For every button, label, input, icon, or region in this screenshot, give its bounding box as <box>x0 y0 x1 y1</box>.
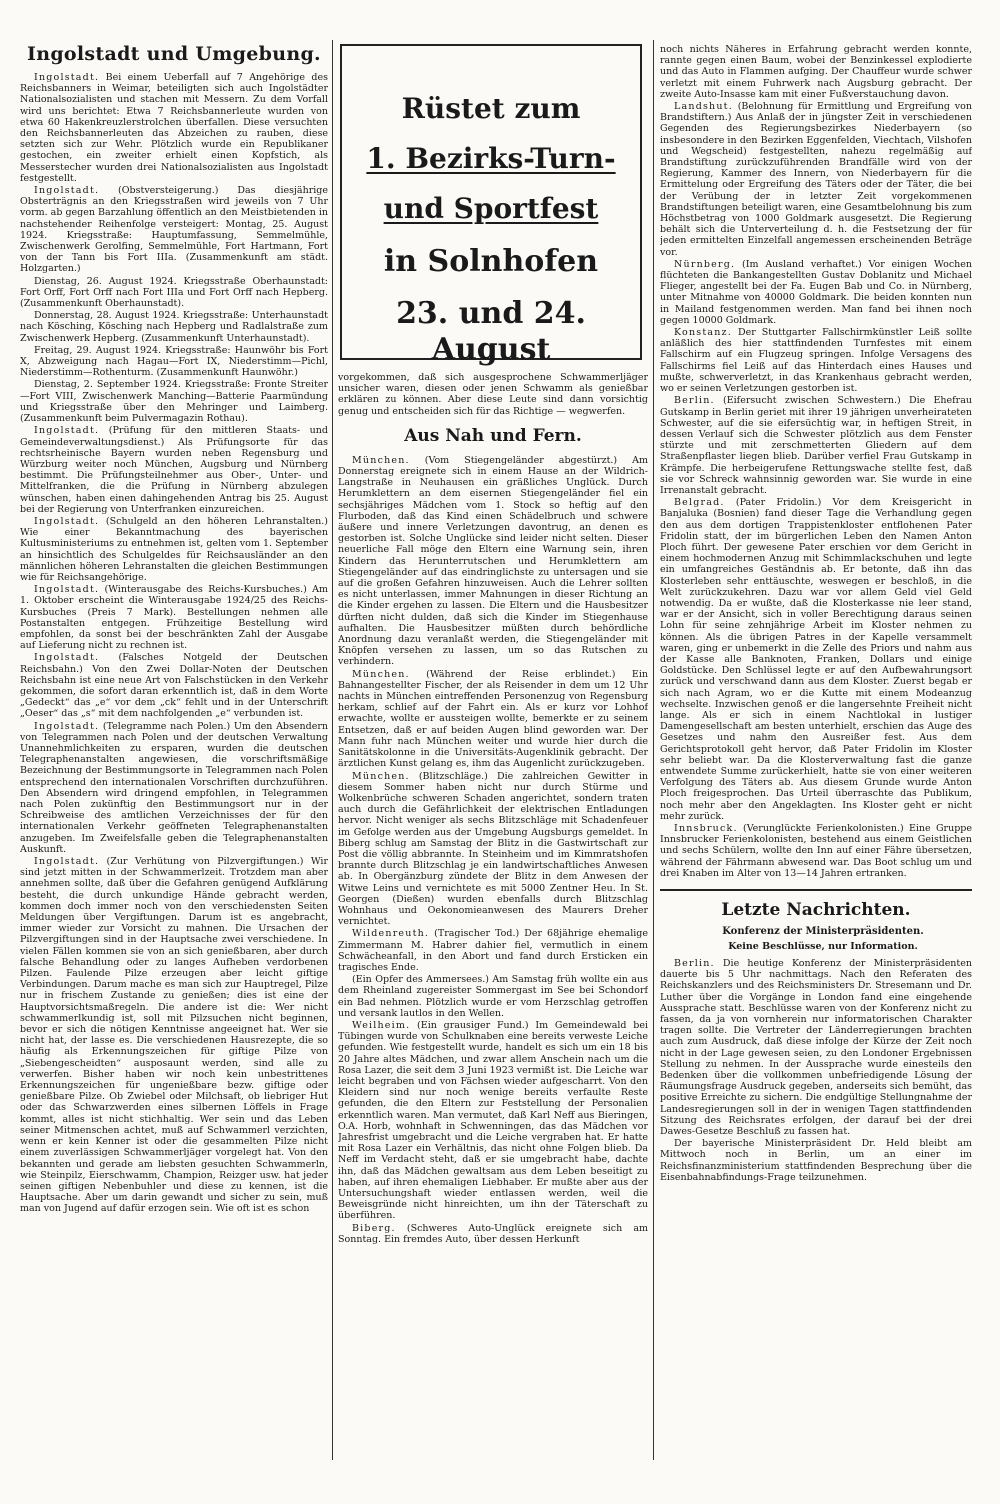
article-dateline: München. <box>352 454 410 466</box>
article-paragraph <box>660 395 972 496</box>
article-paragraph <box>660 327 972 394</box>
article-dateline: München. <box>352 770 410 782</box>
article-dateline: Biberg. <box>352 1222 396 1234</box>
article-text: Der Stuttgarter Fallschirmkünstler Leiß sollte anläßlich des hier stattfindenden Turnfestes mit einem Fallschirm auf ein Flugzeug springen. Infolge Versagens des Fallschirms fiel Leiß auf das Hinterdach eines Hauses und mußte, schwerverletzt, in das Krankenhaus gebracht werden, wo er seinen Verletzungen gestorben ist. <box>660 327 972 395</box>
column-rule-1 <box>332 40 333 1460</box>
article-text: (Im Ausland verhaftet.) Vor einigen Wochen flüchteten die Bankangestellten Gustav Doblanitz und Michael Flieger, angestellt bei der Fa. Eugen Bab und Co. in Nürnberg, unter Mitnahme von 40000 Goldmark. Die beiden konnten nun in Mailand festgenommen werden. Man fand bei ihnen noch gegen 10000 Goldmark. <box>660 258 972 326</box>
article-dateline: Ingolstadt. <box>34 515 100 527</box>
article-paragraph <box>20 721 328 855</box>
article-paragraph <box>338 1020 648 1222</box>
column-rule-2 <box>653 40 654 1460</box>
article-paragraph <box>20 276 328 310</box>
article-dateline: Belgrad. <box>674 497 725 509</box>
article-dateline: Ingolstadt. <box>34 856 100 868</box>
article-text: (Blitzschläge.) Die zahlreichen Gewitter in diesem Sommer haben nicht nur durch Stürme und Wolkenbrüche schweren Schaden angerichtet, sondern traten auch durch die Gefährlichkeit der elektrischen Entladungen hervor. Nicht weniger als sechs Blitzschläge mit Schadenfeuer im Gefolge werden aus der Umgebung Augsburgs gemeldet. In Biberg schlug am Samstag der Blitz in die Gastwirtschaft zur Post die völlig abbrannte. In Steinheim und im Kimmratshofen brannte durch Blitzschlag je ein landwirtschaftliches Anwesen ab. In Obergänzburg zündete der Blitz in dem Anwesen der Witwe Leins und vernichtete es mit 5000 Zentner Heu. In St. Georgen (Dießen) wurden ebenfalls durch Blitzschlag Wohnhaus und Oekonomieanwesen des Maurers Dreher vernichtet. <box>338 770 648 928</box>
article-text: (Schweres Auto-Unglück ereignete sich am Sonntag. Ein fremdes Auto, über dessen Herkunft <box>338 1222 648 1245</box>
article-dateline: Ingolstadt. <box>34 720 100 732</box>
article-text: (Prüfung für den mittleren Staats- und Gemeindeverwaltungsdienst.) Als Prüfungsorte für das rechtsrheinische Bayern wurden neben Regensburg und Würzburg weiter noch München, Augsburg und Nürnberg bestimmt. Die Prüfungsteilnehmer aus Ober-, Unter- und Mittelfranken, die die Prüfung in Nürnberg abzulegen wünschen, haben einen dahingehenden Antrag bis 25. August bei der Regierung von Unterfranken einzureichen. <box>20 425 328 515</box>
article-text: Dienstag, 2. September 1924. Kriegsstraße: Fronte Streiter—Fort VIII, Zwischenwerk Manching—Batterie Paarmündung und Kriegsstraße über den Mehringer und Laimberg. (Zusammenkunft beim Pulvermagazin Rothau). <box>20 379 328 425</box>
article-text: (Ein grausiger Fund.) Im Gemeindewald bei Tübingen wurde von Schulknaben eine bereits verweste Leiche gefunden. Wie festgestellt wurde, handelt es sich um ein 18 bis 20 Jahre altes Mädchen, und zwar allem Anschein nach um die Rosa Lazer, die seit dem 3 Juni 1923 vermißt ist. Die Leiche war leicht begraben und von Fächsen wieder aufgescharrt. Von den Kleidern sind nur noch wenige bereits verfaulte Reste gefunden, die den Eltern zur Feststellung der Personalien erkenntlich waren. Man vermutet, daß Karl Neff aus Bieringen, O.A. Horb, wohnhaft in Schwenningen, das das Mädchen vor Jahresfrist umgebracht und die Leiche vergraben hat. Er hatte mit Rosa Lazer ein Verhältnis, das nicht ohne Folgen blieb. Da Neff im Verdacht steht, daß er sie umgebracht habe, dachte ihn, daß das Mädchen gewaltsam aus dem Leben beseitigt zu haben, auf ihren ehemaligen Liebhaber. Er mußte aber aus der Untersuchungshaft wieder entlassen werden, weil die Beweisgründe nicht hinreichten, um ihn der Täterschaft zu überführen. <box>338 1019 648 1222</box>
col1-articles <box>20 72 328 1215</box>
article-dateline: Innsbruck. <box>674 823 738 835</box>
col3-articles <box>660 101 972 879</box>
article-paragraph <box>20 310 328 344</box>
section-divider <box>660 889 972 891</box>
article-text: (Winterausgabe des Reichs-Kursbuches.) Am 1. Oktober erscheint die Winterausgabe 1924/25 des Reichs-Kursbuches (Preis 7 Mark). Bestellungen nehmen alle Postanstalten entgegen. Frühzeitige Bestellung wird empfohlen, da sonst bei der beschränkten Zahl der Ausgabe auf Lieferung nicht zu rechnen ist. <box>20 584 328 652</box>
article-paragraph <box>660 259 972 326</box>
event-advertisement <box>340 44 642 367</box>
article-paragraph <box>660 497 972 822</box>
ad-line-1: Rüstet zum <box>401 92 581 125</box>
article-text: Freitag, 29. August 1924. Kriegsstraße: Haunwöhr bis Fort X, Abzweigung nach Hagau—Fort IX, Niederstimm—Pichl, Niederstimm—Rothenturm. (Zusammenkunft Haunwöhr.) <box>20 344 328 379</box>
article-paragraph <box>660 1138 972 1183</box>
column-middle <box>338 372 648 1454</box>
article-paragraph <box>338 669 648 770</box>
article-paragraph <box>20 652 328 719</box>
article-text: (Tragischer Tod.) Der 68jährige ehemalige Zimmermann M. Habrer dahier fiel, vermutlich in einem Schwächeanfall, in den Abort und fand durch Ersticken ein tragisches Ende. <box>338 928 648 973</box>
article-paragraph <box>20 584 328 651</box>
article-paragraph <box>20 425 328 515</box>
article-paragraph <box>660 101 972 258</box>
article-paragraph <box>20 516 328 583</box>
article-paragraph <box>660 958 972 1137</box>
article-paragraph <box>20 72 328 184</box>
article-text: (Belohnung für Ermittlung und Ergreifung von Brandstiftern.) Aus Anlaß der in jüngster Zeit in verschiedenen Gegenden des Regierungsbezirkes Niederbayern (so insbesondere in den Bezirken Eggenfelden, Viechtach, Vilshofen und Wegscheid) festgestellten, nahezu regelmäßig auf Brandstiftung zurückzuführenden Brandfälle wird von der Regierung, Kammer des Innern, von Niederbayern für die Ermittelung oder Ergreifung des Täters oder der Täter, die bei der Verübung der in letzter Zeit vorgekommenen Brandstiftungen beteiligt waren, eine Gesamtbelohnung bis zum Höchstbetrag von 1000 Goldmark ausgesetzt. Die Regierung behält sich die Unterverteilung d. h. die Festsetzung der für jeden ermittelten Einzelfall angemessen erscheinenden Beträge vor. <box>660 101 972 258</box>
article-dateline: Wildenreuth. <box>352 928 430 940</box>
article-text: Der bayerische Ministerpräsident Dr. Held bleibt am Mittwoch noch in Berlin, um an einer im Reichsfinanzministerium stattfindenden Besprechung über die Eisenbahnabfindungs-Frage teilzunehmen. <box>660 1138 972 1183</box>
ad-line-3 <box>342 192 640 226</box>
article-dateline: Konstanz. <box>674 327 732 339</box>
ad-line-2 <box>342 142 640 176</box>
article-dateline: Nürnberg. <box>674 258 736 270</box>
article-text: Die heutige Konferenz der Ministerpräsidenten dauerte bis 5 Uhr nachmittags. Nach den Referaten des Reichskanzlers und des Reichsministers Dr. Stresemann und Dr. Luther über die Vorgänge in London fand eine eingehende Aussprache statt. Beschlüsse waren von der Konferenz nicht zu fassen, da ja von vornherein nur informatorischen Charakter tragen sollte. Die Vertreter der Länderregierungen brachten auch zum Ausdruck, daß diese infolge der Kürze der Zeit noch nicht in der Lage gewesen seien, zu den Londoner Ergebnissen Stellung zu nehmen. In der Aussprache wurde einesteils den Bedenken über die vollkommen unbefriedigende Lösung der Räumungsfrage Ausdruck gegeben, anderseits sich bemüht, das positive Erreichte zu sichern. Die endgültige Stellungnahme der Landesregierungen soll in der in wenigen Tagen stattfindenden Sitzung des Reichsrates erfolgen, der darauf bei der drei Dawes-Gesetze Beschluß zu fassen hat. <box>660 958 972 1138</box>
article-paragraph <box>338 455 648 668</box>
col3-last-articles <box>660 958 972 1183</box>
article-text: (Obstversteigerung.) Das diesjährige Obsterträgnis an den Kriegsstraßen wird jeweils von 7 Uhr vorm. ab gegen Barzahlung öffentlich an den Meistbietenden in nachstehender Reihenfolge versteigert: Montag, 25. August 1924. Kriegsstraße: Hauptumfassung, Semmelmühle, Zwischenwerk Gerolfing, Semmelmühle, Fort Hartmann, Fort von der Tann bis Fort IIIa. (Zusammenkunft am städt. Holzgarten.) <box>20 185 328 275</box>
article-dateline: Landshut. <box>674 101 733 113</box>
article-dateline: Berlin. <box>674 958 715 970</box>
col2-intro: vorgekommen, daß sich ausgesprochene Schwammerljäger unsicher waren, diesen oder jenen Schwamm als genießbar erklären zu können. Aber diese Leute sind dann vorsichtig genug und entscheiden sich für das Richtige — wegwerfen. <box>338 372 648 417</box>
article-dateline: München. <box>352 668 410 680</box>
article-dateline: Ingolstadt. <box>34 185 100 197</box>
col3-intro: noch nichts Näheres in Erfahrung gebracht werden konnte, rannte gegen einen Baum, wobei der Benzinkessel explodierte und das Auto in Flammen aufging. Der Chauffeur wurde schwer verletzt mit einem Fuhrwerk nach Augsburg gebracht. Der zweite Auto-Insasse kam mit einer Fußverstauchung davon. <box>660 44 972 100</box>
column-left <box>20 44 328 1494</box>
section-title-nah-fern: Aus Nah und Fern. <box>404 425 582 446</box>
article-paragraph <box>338 928 648 973</box>
article-text: (Schulgeld an den höheren Lehranstalten.) Wie einer Bekanntmachung des bayerischen Kultusministeriums zu entnehmen ist, gelten vom 1. September an hinsichtlich des Schulgeldes für Reichsausländer an den männlichen höheren Lehranstalten die gleichen Bestimmungen wie für Reichsangehörige. <box>20 515 328 583</box>
article-paragraph <box>338 771 648 928</box>
ad-line-5: 23. und 24. August <box>396 296 586 367</box>
article-text: (Zur Verhütung von Pilzvergiftungen.) Wir sind jetzt mitten in der Schwammerlzeit. Trotzdem man aber annehmen sollte, daß über die Gefahren genügend Aufklärung besteht, die durch unkundige Hände gebracht werden, kommen doch immer noch von den verschiedensten Seiten Meldungen über Vergiftungen. Darum ist es angebracht, immer wieder zur Vorsicht zu mahnen. Die Ursachen der Pilzvergiftungen sind in der Hauptsache zwei verschiedene. In vielen Fällen kommen sie von an sich genießbaren, aber durch falsche Behandlung oder zu langes Aufheben verdorbenen Pilzen. Faulende Pilze erzeugen aber leicht giftige Verbindungen. Darum mache es man sich zur Hauptregel, Pilze nur in frischem Zustande zu genießen; dies ist eine der Hauptvorsichtsmaßregeln. Die andere ist die: Wer nicht schwammerlkundig ist, soll mit Pilzsuchen nicht beginnen, bevor er sich die nötigen Kenntnisse angeeignet hat. Wer sie nicht hat, der lasse es. Die verschiedenen Hausrezepte, die so häufig als Erkennungszeichen für giftige Pilze von „Siebengescheidten“ ausposaunt werden, sind alle zu verwerfen. Bisher haben wir noch kein unbestrittenes Erkennungszeichen für ungenießbare bezw. giftige oder genießbare Pilze. Ob Zwiebel oder Milchsaft, ob liebriger Hut oder das Schwarzwerden eines silbernen Löffels in Frage kommt, alles ist nicht stichhaltig. Wer sein und das Leben seiner Mitmenschen achtet, muß auf Schwammerl verzichten, wenn er kein Kenner ist oder die gesammelten Pilze nicht einem zuverlässigen Schwammerljäger vorgelegt hat. Von den bekannten und gerade am liebsten gesuchten Schwammerln, wie Steinpilz, Eierschwamm, Champion, Reizger usw. hat jeder seinen giftigen Nebenbuhler und diese zu kennen, ist die Hauptsache. Aber um darin gewandt und sicher zu sein, muß man von Jugend auf dafür erzogen sein. Wie oft ist es schon <box>20 856 328 1215</box>
ad-line-2-text: 1. Bezirks-Turn- <box>366 142 616 175</box>
article-dateline: Ingolstadt. <box>34 425 100 437</box>
article-text: (Während der Reise erblindet.) Ein Bahnangestellter Fischer, der als Reisender in dem um 12 Uhr nachts in München eintreffenden Personenzug von Regensburg herkam, schlief auf der Fahrt ein. Als er kurz vor Lohhof erwachte, wollte er aussteigen wollte, bemerkte er zu seinem Entsetzen, daß er auf beiden Augen blind geworden war. Der Mann fuhr nach München weiter und wurde hier durch die Sanitätskolonne in die Universitäts-Augenklinik gebracht. Der ärztlichen Kunst gelang es, ihm das Augenlicht zurückzugeben. <box>338 668 648 770</box>
article-paragraph <box>660 823 972 879</box>
article-paragraph <box>20 856 328 1215</box>
ad-line-3-text: und Sportfest <box>383 192 599 225</box>
article-text: (Telegramme nach Polen.) Um den Absendern von Telegrammen nach Polen und der deutschen Verwaltung Unannehmlichkeiten zu ersparen, wurden die deutschen Telegraphenanstalten angewiesen, die vorschriftsmäßige Bezeichnung der Bestimmungsorte in Telegrammen nach Polen entsprechend den internationalen Vorschriften durchzuführen. Den Absendern wird dringend empfohlen, in Telegrammen nach Polen zukünftig den Bestimmungsort nur in der Schreibweise des amtlichen Verzeichnisses der für den internationalen Verkehr geöffneten Telegraphenanstalten anzugeben. Im Zweifelsfalle geben die Telegraphenanstalten Auskunft. <box>20 720 328 855</box>
article-dateline: Berlin. <box>674 395 715 407</box>
article-text: Bei einem Ueberfall auf 7 Angehörige des Reichsbanners in Weimar, beteiligten sich auch Ingolstädter Nationalsozialisten und stachen mit Messern. Zu dem Vorfall wird uns berichtet: Etwa 7 Reichsbannerleute wurden von etwa 60 Hakenkreuzlerstrolchen überfallen. Diese versuchten den Reichsbannerleuten das Abzeichen zu rauben, diese setzten sich zur Wehr. Plötzlich wurde ein Republikaner gestochen, ein zweiter erhielt einen Kopfstich, als Messerstecher wurden drei Nationalsozialisten aus Ingolstadt festgestellt. <box>20 72 328 184</box>
article-text: (Eifersucht zwischen Schwestern.) Die Ehefrau Gutskamp in Berlin geriet mit ihrer 19 jährigen unverheirateten Schwester, auf die sie eifersüchtig war, in heftigen Streit, in dessen Verlauf sich die Schwester plötzlich aus dem Fenster stürzte und mit zerschmetterten Gliedern auf dem Straßenpflaster liegen blieb. Darüber verfiel Frau Gutskamp in Krämpfe. Die herbeigerufene Rettungswache stellte fest, daß sie vor Schreck wahnsinnig geworden war. Sie wurde in eine Irrenanstalt gebracht. <box>660 395 972 496</box>
col2-articles <box>338 455 648 1245</box>
article-dateline: Ingolstadt. <box>34 652 100 664</box>
article-text: (Ein Opfer des Ammersees.) Am Samstag früh wollte ein aus dem Rheinland zugereister Sommergast im See bei Schondorf ein Bad nehmen. Plötzlich wurde er vom Herzschlag getroffen und versank lautlos in den Wellen. <box>338 974 648 1019</box>
article-paragraph <box>20 185 328 275</box>
article-dateline: Weilheim. <box>352 1019 411 1031</box>
article-text: Dienstag, 26. August 1924. Kriegsstraße Oberhaunstadt: Fort Orff, Fort Orff nach Fort IIIa und Fort Orff nach Hepberg. (Zusammenkunft Oberhaunstadt). <box>20 275 328 310</box>
article-text: (Vom Stiegengeländer abgestürzt.) Am Donnerstag ereignete sich in einem Hause an der Wildrich-Langstraße in Neuhausen ein gräßliches Unglück. Durch Herumklettern an dem eisernen Stiegengeländer fiel ein sechsjähriges Mädchen vom 1. Stock so heftig auf den Flurboden, daß das Kind einen Schädelbruch und schwere äußere und innere Verletzungen davontrug, an denen es gestorben ist. Solche Unglücke sind leider nicht selten. Dieser neuerliche Fall möge den Eltern eine Warnung sein, ihren Kindern das Herunterrutschen und Herumklettern am Stiegengeländer auf das eindringlichste zu untersagen und sie auf die großen Gefahren hinzuweisen. Auch die Lehrer sollten es nicht unterlassen, immer Mahnungen in dieser Richtung an die Kinder ergehen zu lassen. Die Eltern und die Hausbesitzer dürften nicht dulden, daß sich die Kinder im Stiegenhause aufhalten. Die Hausbesitzer müßten durch behördliche Anordnung dazu veranlaßt werden, die Stiegengeländer mit Knöpfen versehen zu lassen, um so das Rutschen zu verhindern. <box>338 454 648 668</box>
subheading-keine-beschluesse: Keine Beschlüsse, nur Information. <box>728 941 918 953</box>
article-paragraph <box>338 974 648 1019</box>
ad-line-4: in Solnhofen <box>383 244 599 279</box>
article-text: (Verunglückte Ferienkolonisten.) Eine Gruppe Innsbrucker Ferienkolonisten, bestehend aus einem Geistlichen und sechs Schülern, wollte den Inn auf einer Fähre übersetzen, während der Fährmann abwesend war. Das Boot schlug um und drei Knaben im Alter von 13—14 Jahren ertranken. <box>660 823 972 879</box>
article-paragraph <box>20 345 328 379</box>
article-paragraph <box>20 379 328 424</box>
article-text: (Pater Fridolin.) Vor dem Kreisgericht in Banjaluka (Bosnien) fand dieser Tage die Verhandlung gegen den aus dem dortigen Trappistenkloster entflohenen Pater Fridolin statt, der im bürgerlichen Leben den Namen Anton Ploch führt. Der gewesene Pater erschien vor dem Gericht in einem hochmodernen Anzug mit Schimmlackschuhen und legte ein umfangreiches Geständnis ab. Er betonte, daß ihn das Klosterleben sehr enttäuschte, weswegen er beschloß, in die Welt zurückzukehren. Dazu war vor allem Geld viel Geld notwendig. Da er wußte, daß die Klosterkasse nie leer stand, war er der Ansicht, sich in voller Berechtigung daraus seinen Lohn für seine zehnjährige Arbeit im Kloster nehmen zu können. Als die übrigen Patres in der Kapelle versammelt waren, ging er unbemerkt in die Zelle des Priors und nahm aus der Kasse alle Banknoten, Franken, Dollars und einige Goldstücke. Den Schlüssel legte er auf den Aufbewahrungsort zurück und verschwand dann aus dem Kloster. Zuerst begab er sich nach Agram, wo er die Kutte mit einem Modeanzug wechselte. Inzwischen genoß er die langersehnte Freiheit nicht lange. Als er sich in einem Nachtlokal in lustiger Damengesellschaft am besten unterhielt, erschien das Auge des Gesetzes und nahm den Ausreißer fest. Aus dem Gerichtsprotokoll geht hervor, daß Pater Fridolin im Kloster sehr beliebt war. Da die Klosterverwaltung fast die ganze entwendete Summe zurückerhielt, hatte sie von einer weiteren Verfolgung des Täters ab. Aus diesem Grunde wurde Anton Ploch freigesprochen. Das Urteil überraschte das Publikum, noch mehr aber den Angeklagten. Ins Kloster geht er nicht mehr zurück. <box>660 497 972 822</box>
article-dateline: Ingolstadt. <box>34 584 100 596</box>
column-right <box>660 44 972 1454</box>
article-text: (Falsches Notgeld der Deutschen Reichsbahn.) Von den Zwei Dollar-Noten der Deutschen Reichsbahn ist eine neue Art von Falschstücken in den Verkehr gekommen, die sofort daran erkenntlich ist, daß in dem Worte „Gedeckt“ das „e“ vor dem „ck“ fehlt und in der Unterschrift „Oeser“ das „s“ mit dem nachfolgenden „e“ verbunden ist. <box>20 652 328 720</box>
subheading-konferenz: Konferenz der Ministerpräsidenten. <box>722 926 924 938</box>
article-dateline: Ingolstadt. <box>34 72 100 83</box>
section-title-letzte-nachrichten: Letzte Nachrichten. <box>721 900 911 921</box>
section-title-ingolstadt: Ingolstadt und Umgebung. <box>27 44 321 65</box>
article-paragraph <box>338 1223 648 1245</box>
article-text: Donnerstag, 28. August 1924. Kriegsstraße: Unterhaunstadt nach Kösching, Kösching nach Hepberg und Radlalstraße zum Zwischenwerk Hepberg. (Zusammenkunft Unterhaunstadt). <box>20 310 328 344</box>
